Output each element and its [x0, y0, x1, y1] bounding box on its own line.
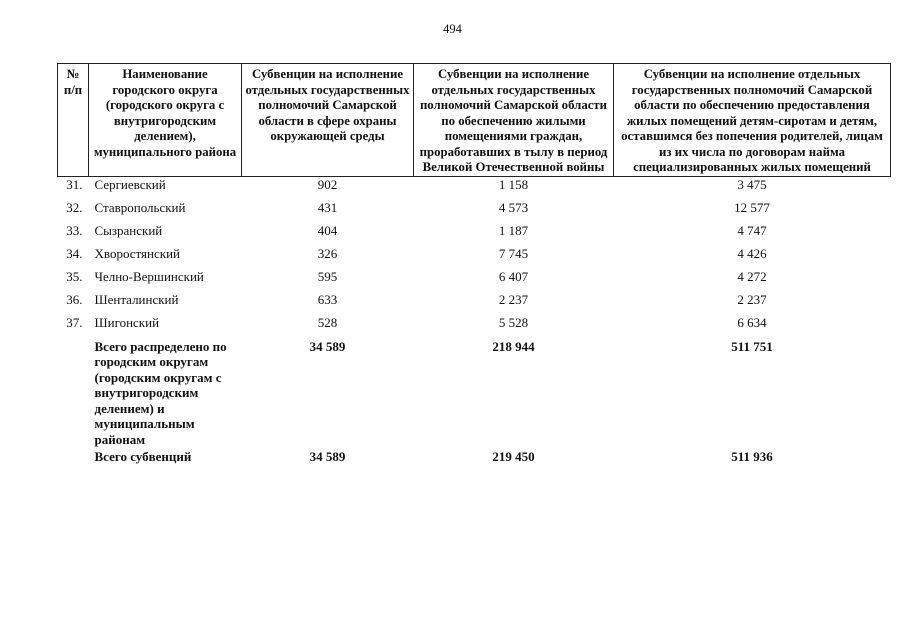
header-name: Наименование городского округа (городского округа с внутригородским делением), муниципального района — [89, 64, 242, 177]
table-row — [58, 315, 891, 338]
row-value-col2: 4 573 — [498, 199, 529, 215]
row-name: Сергиевский — [94, 176, 166, 192]
row-num: 33. — [66, 222, 83, 238]
table-header-row — [58, 64, 891, 177]
row-value-col3: 3 475 — [737, 176, 767, 192]
total-subventions-row — [58, 448, 891, 477]
page-number: 494 — [443, 22, 462, 36]
row-num: 34. — [66, 245, 83, 261]
header-col3: Субвенции на исполнение отдельных государственных полномочий Самарской области по обеспечению предоставления жилых помещений детям-сиротам и детям, оставшимся без попечения родителей, лицам из их числа по договорам найма специализированных жилых помещений — [614, 64, 891, 177]
table-row — [58, 269, 891, 292]
row-value-col1: 633 — [317, 291, 338, 307]
row-num: 37. — [66, 314, 83, 330]
row-value-col2: 5 528 — [498, 314, 529, 330]
header-col1: Субвенции на исполнение отдельных государственных полномочий Самарской области в сфере охраны окружающей среды — [242, 64, 414, 177]
total-subventions-label: Всего субвенций — [94, 448, 192, 464]
row-num: 36. — [66, 291, 83, 307]
row-value-col2: 2 237 — [498, 291, 529, 307]
total-subventions-col1: 34 589 — [309, 448, 346, 464]
row-value-col3: 4 272 — [737, 268, 767, 284]
subventions-table — [57, 63, 891, 477]
row-value-col2: 1 187 — [498, 222, 529, 238]
header-num: № п/п — [58, 64, 89, 177]
row-num: 32. — [66, 199, 83, 215]
total-subventions-col2: 219 450 — [492, 448, 535, 464]
row-name: Сызранский — [94, 222, 163, 238]
row-num: 31. — [66, 176, 83, 192]
row-value-col2: 1 158 — [498, 176, 529, 192]
table-row — [58, 246, 891, 269]
row-value-col1: 595 — [317, 268, 338, 284]
table-row — [58, 200, 891, 223]
total-distributed-label: Всего распределено по городским округам (городским округам с внутригородским делением) и муниципальным районам — [94, 338, 227, 448]
row-value-col1: 404 — [317, 222, 338, 238]
row-name: Хворостянский — [94, 245, 180, 261]
total-subventions-col3: 511 936 — [731, 448, 773, 464]
total-distributed-col3: 511 751 — [731, 338, 773, 354]
row-value-col1: 326 — [317, 245, 338, 261]
total-subventions-num — [58, 448, 89, 477]
row-num: 35. — [66, 268, 83, 284]
total-distributed-col2: 218 944 — [492, 338, 535, 354]
total-distributed-num — [58, 338, 89, 448]
row-value-col1: 431 — [317, 199, 338, 215]
row-value-col3: 6 634 — [737, 314, 767, 330]
table-row — [58, 292, 891, 315]
row-value-col2: 7 745 — [498, 245, 529, 261]
row-value-col1: 528 — [317, 314, 338, 330]
total-distributed-row — [58, 338, 891, 448]
row-value-col3: 4 426 — [737, 245, 767, 261]
row-value-col3: 12 577 — [734, 199, 770, 215]
header-col2: Субвенции на исполнение отдельных государственных полномочий Самарской области по обеспечению жилыми помещениями граждан, проработавших в тылу в период Великой Отечественной войны — [414, 64, 614, 177]
row-name: Челно-Вершинский — [94, 268, 204, 284]
row-name: Шигонский — [94, 314, 160, 330]
total-distributed-col1: 34 589 — [309, 338, 346, 354]
row-value-col1: 902 — [317, 176, 338, 192]
row-name: Шенталинский — [94, 291, 179, 307]
row-value-col3: 2 237 — [737, 291, 767, 307]
row-value-col2: 6 407 — [498, 268, 529, 284]
table-row — [58, 223, 891, 246]
row-name: Ставропольский — [94, 199, 186, 215]
row-value-col3: 4 747 — [737, 222, 767, 238]
table-row — [58, 176, 891, 200]
